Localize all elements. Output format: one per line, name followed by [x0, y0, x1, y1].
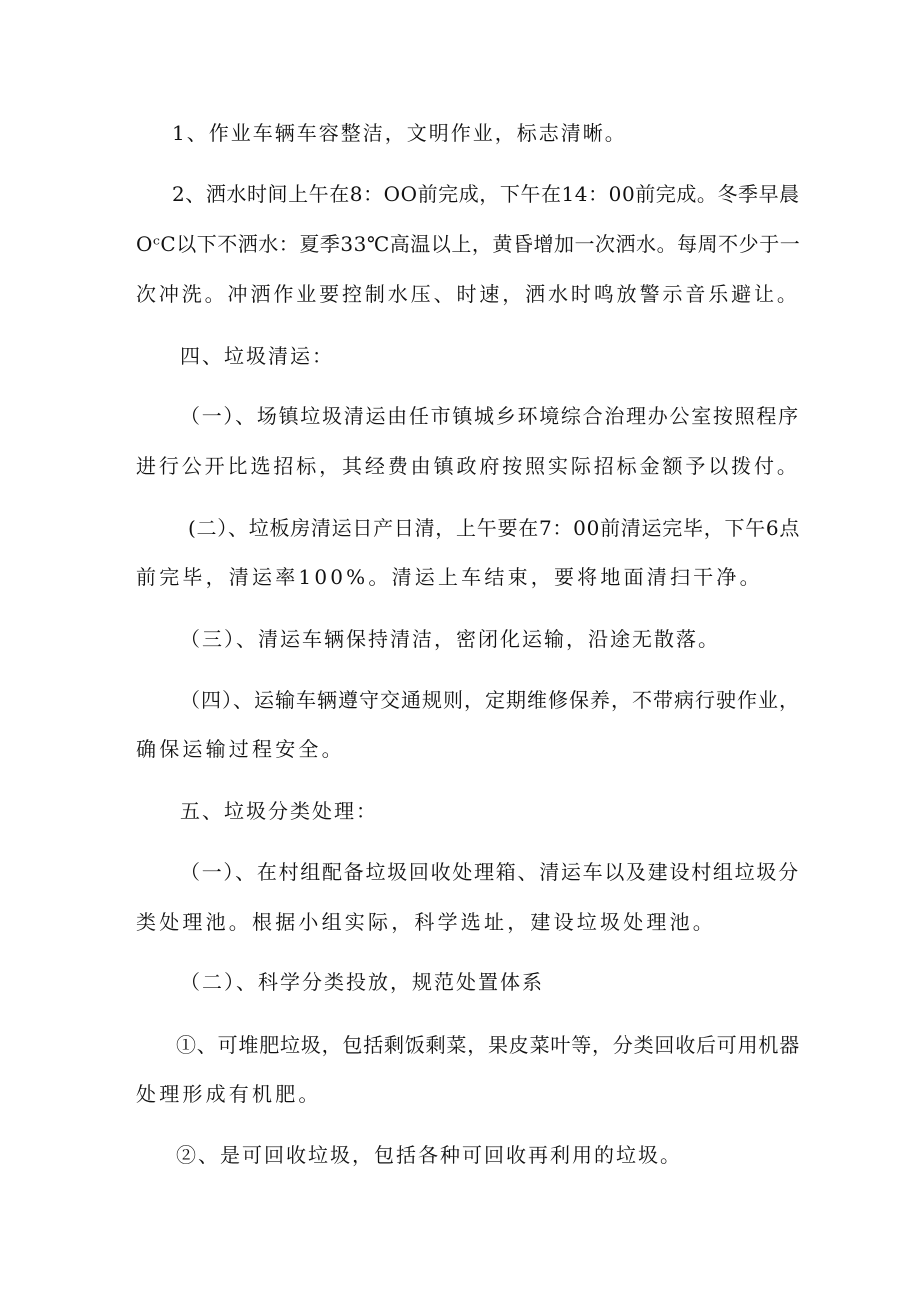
text-line: (二）、垃板房清运日产日清，上午要在7：00前清运完毕，下午6点 — [188, 516, 801, 540]
text-line: 进行公开比选招标，其经费由镇政府按照实际招标金额予以拨付。 — [136, 454, 800, 478]
section-heading: 四、垃圾清运： — [180, 344, 334, 368]
text-line: ②、是可回收垃圾，包括各种可回收再利用的垃圾。 — [176, 1143, 682, 1167]
section-heading: 五、垃圾分类处理： — [180, 799, 378, 823]
text-line: 次冲洗。冲洒作业要控制水压、时速，洒水时鸣放警示音乐避让。 — [136, 282, 800, 306]
text-line: （三）、清运车辆保持清洁，密闭化运输，沿途无散落。 — [180, 627, 720, 651]
text-line: 类处理池。根据小组实际，科学选址，建设垃圾处理池。 — [136, 910, 716, 934]
text-line: （二）、科学分类投放，规范处置体系 — [180, 970, 544, 994]
text-line: （一）、场镇垃圾清运由任市镇城乡环境综合治理办公室按照程序 — [180, 404, 800, 428]
text-line: （四）、运输车辆遵守交通规则，定期维修保养，不带病行驶作业， — [180, 688, 800, 712]
text-line: 2、洒水时间上午在8：OO前完成，下午在14：00前完成。冬季早晨 — [172, 182, 800, 206]
text-line: （一）、在村组配备垃圾回收处理箱、清运车以及建设村组垃圾分 — [180, 860, 800, 884]
text-line: 1、作业车辆车容整洁，文明作业，标志清晰。 — [172, 121, 627, 145]
text-line: 处理形成有机肥。 — [136, 1082, 322, 1106]
text-line: OᶜC以下不洒水：夏季33℃高温以上，黄昏增加一次洒水。每周不少于一 — [136, 232, 801, 256]
text-line: 前完毕，清运率100%。清运上车结束，要将地面清扫干净。 — [136, 565, 763, 589]
text-line: 确保运输过程安全。 — [136, 737, 345, 761]
text-line: ①、可堆肥垃圾，包括剩饭剩菜，果皮菜叶等，分类回收后可用机器 — [176, 1033, 800, 1057]
